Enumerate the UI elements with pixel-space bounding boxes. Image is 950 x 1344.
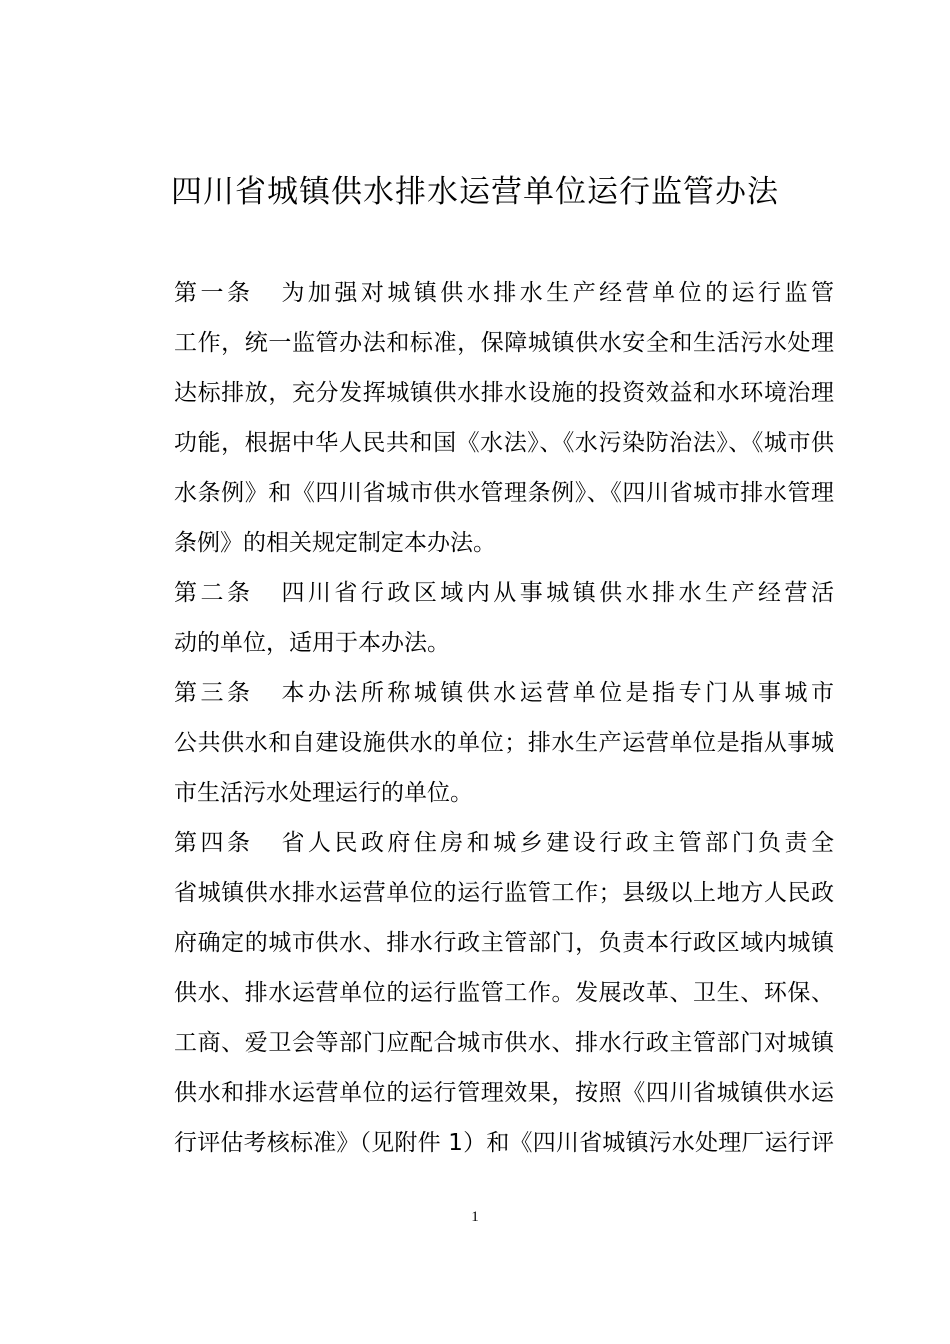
text-line: 工商、爱卫会等部门应配合城市供水、排水行政主管部门对城镇 [174, 1030, 834, 1056]
text-line: 水条例》和《四川省城市供水管理条例》、《四川省城市排水管理 [174, 480, 834, 506]
text-line: 市生活污水处理运行的单位。 [174, 780, 473, 806]
page-number: 1 [471, 1209, 479, 1225]
document-body [122, 268, 834, 1168]
text-line [122, 818, 834, 868]
text-line: 工作，统一监管办法和标准，保障城镇供水安全和生活污水处理 [174, 330, 834, 356]
text-line-content: 四川省行政区域内从事城镇供水排水生产经营活 [281, 580, 835, 606]
text-line-content: 本办法所称城镇供水运营单位是指专门从事城市 [281, 680, 835, 706]
article-1 [122, 268, 834, 568]
article-label: 第四条 [174, 830, 254, 856]
text-line-content: 省人民政府住房和城乡建设行政主管部门负责全 [281, 830, 835, 856]
text-line: 供水、排水运营单位的运行监管工作。发展改革、卫生、环保、 [174, 980, 834, 1006]
text-line: 公共供水和自建设施供水的单位；排水生产运营单位是指从事城 [174, 730, 834, 756]
text-line-content: 为加强对城镇供水排水生产经营单位的运行监管 [281, 280, 835, 306]
document-title: 四川省城镇供水排水运营单位运行监管办法 [171, 174, 779, 210]
article-label: 第三条 [174, 680, 254, 706]
article-3 [122, 668, 834, 818]
text-line: 省城镇供水排水运营单位的运行监管工作；县级以上地方人民政 [174, 880, 834, 906]
article-label: 第二条 [174, 580, 254, 606]
article-2 [122, 568, 834, 668]
text-line [122, 668, 834, 718]
text-line [122, 268, 834, 318]
text-line: 行评估考核标准》（见附件 1）和《四川省城镇污水处理厂运行评 [174, 1130, 834, 1156]
text-line: 达标排放，充分发挥城镇供水排水设施的投资效益和水环境治理 [174, 380, 834, 406]
text-line: 府确定的城市供水、排水行政主管部门，负责本行政区域内城镇 [174, 930, 834, 956]
article-4 [122, 818, 834, 1168]
text-line: 供水和排水运营单位的运行管理效果，按照《四川省城镇供水运 [174, 1080, 834, 1106]
text-line [122, 568, 834, 618]
text-line: 条例》的相关规定制定本办法。 [174, 530, 496, 556]
text-line: 功能，根据中华人民共和国《水法》、《水污染防治法》、《城市供 [174, 430, 834, 456]
text-line: 动的单位，适用于本办法。 [174, 630, 450, 656]
article-label: 第一条 [174, 280, 254, 306]
